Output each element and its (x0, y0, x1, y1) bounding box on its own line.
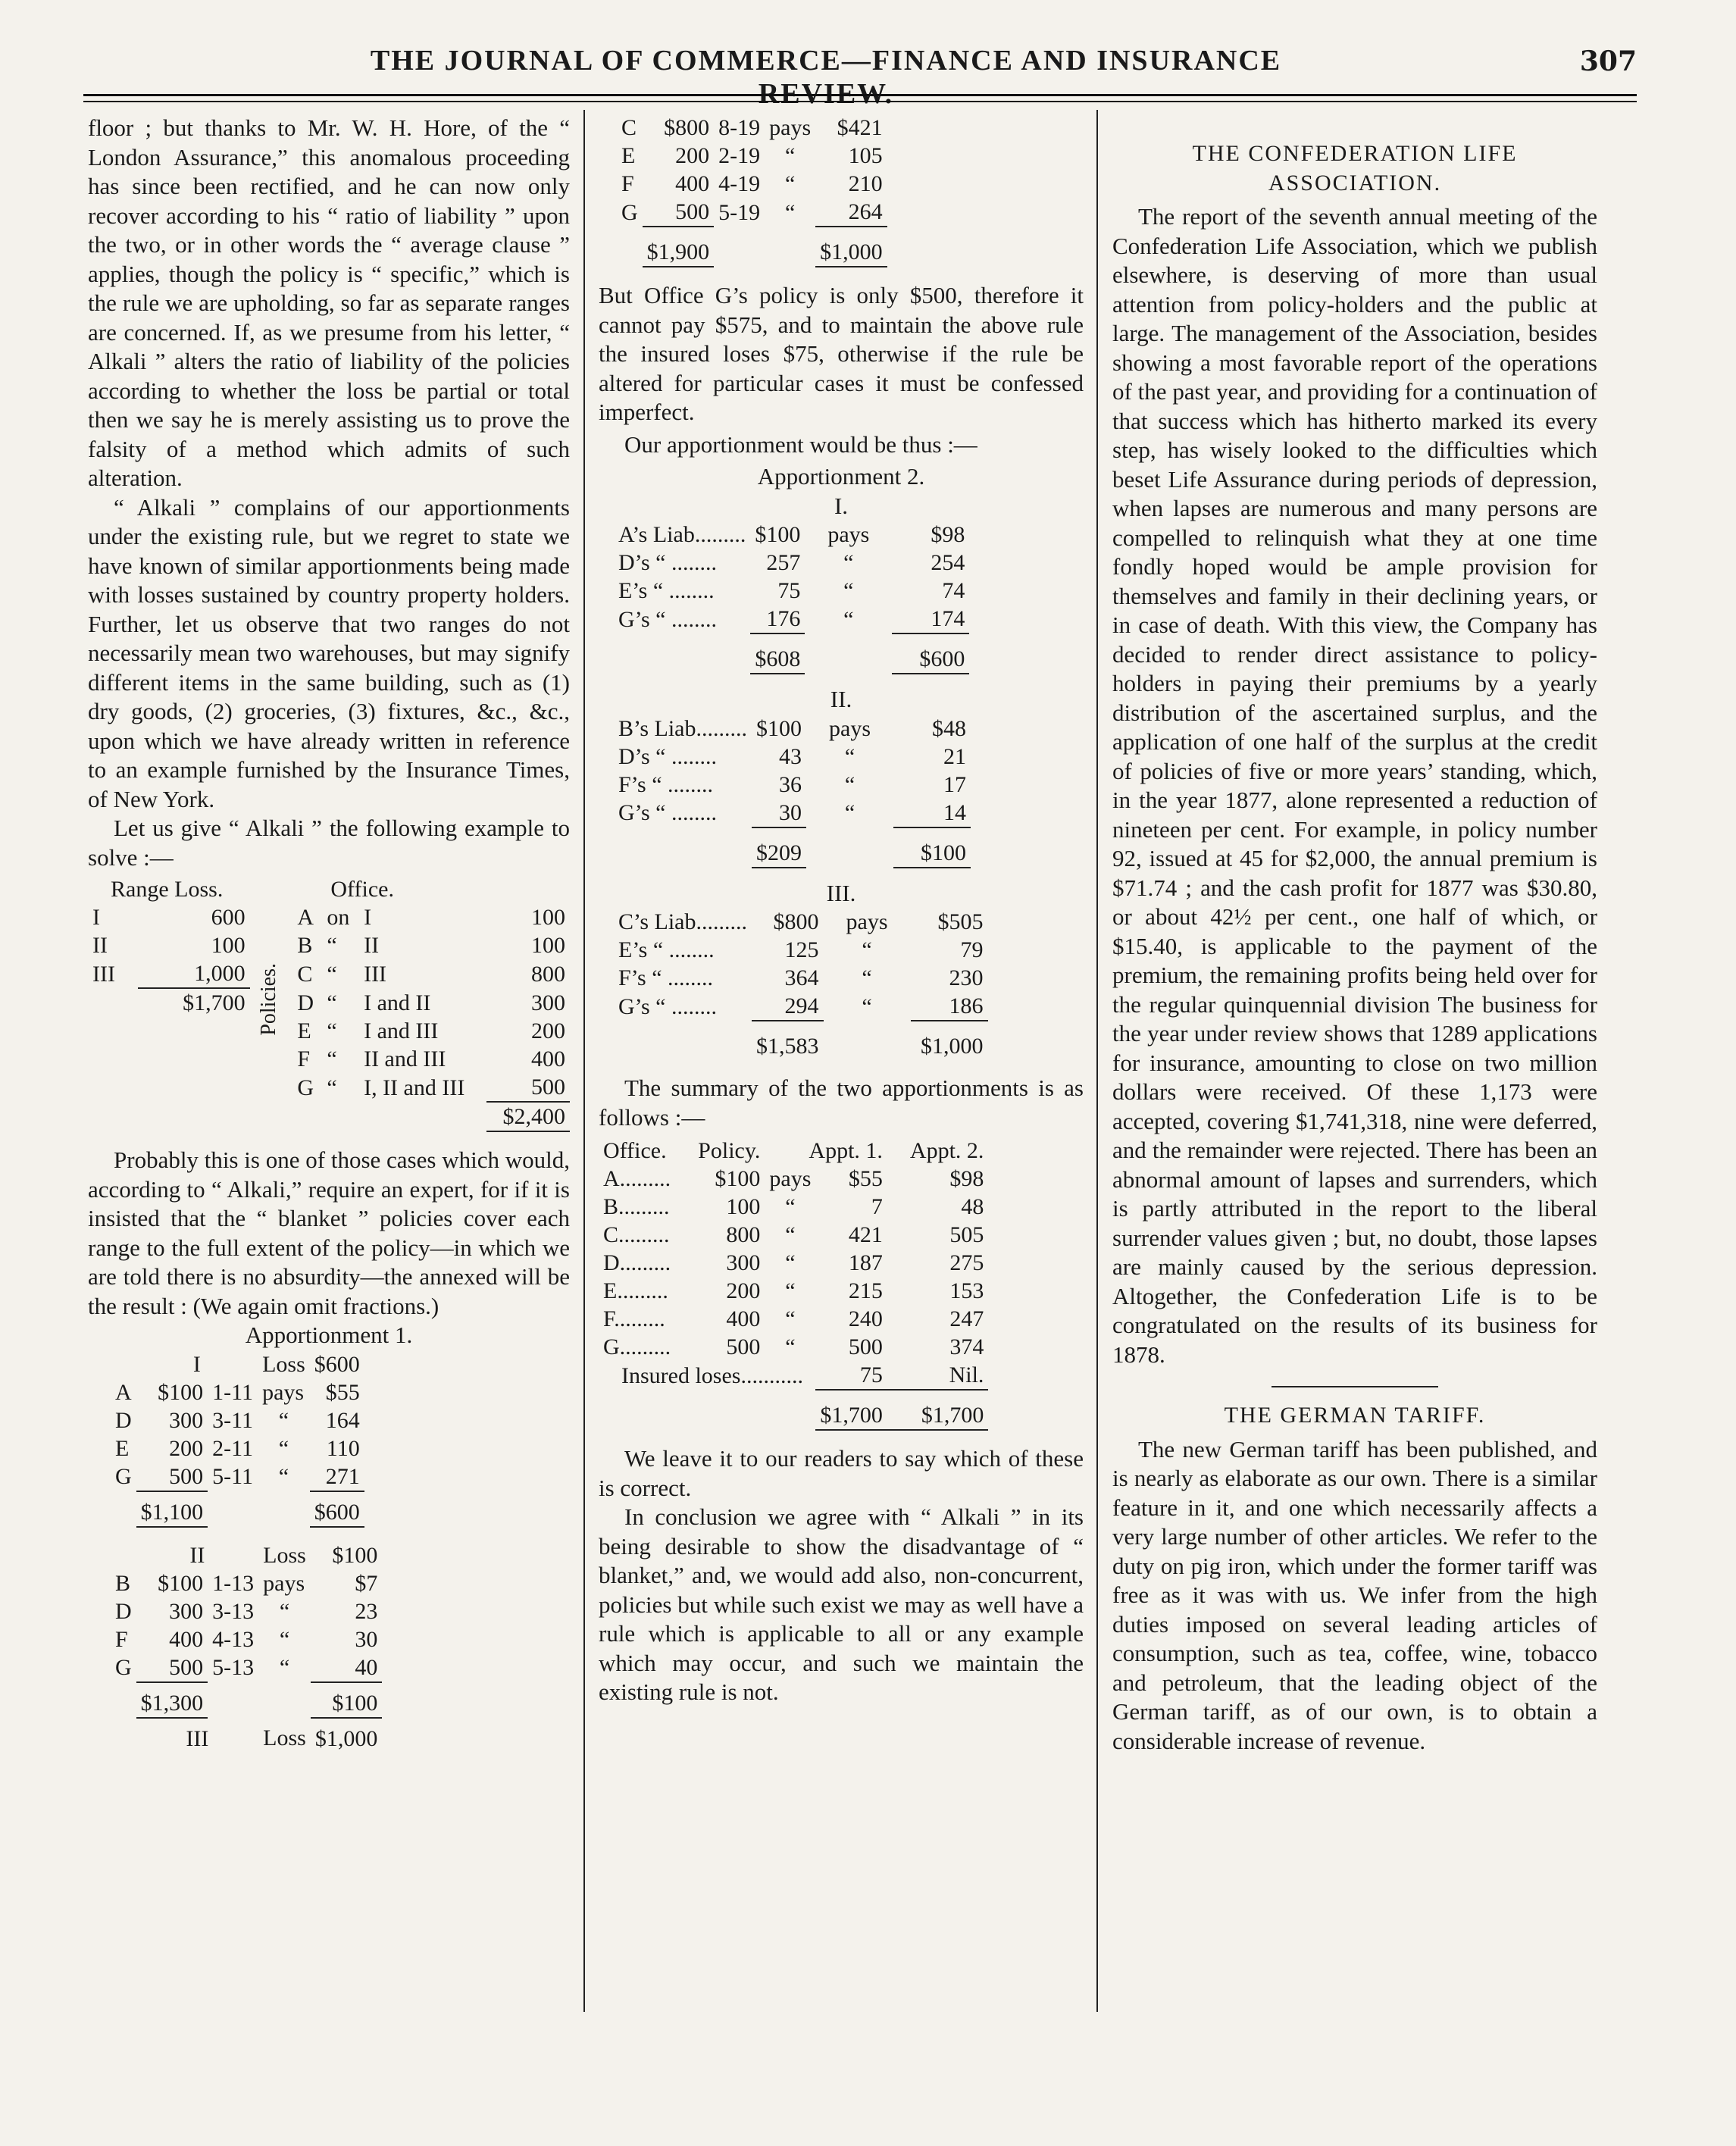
range-number: III. (826, 879, 856, 906)
loss-label: Loss (263, 1542, 306, 1568)
paragraph: Probably this is one of those cases which would, according to “ Alkali,” require an expert, for if it is insisted that the “ blanket ” policies cover each range to the full extent of the policy—in which we are told there is no absurdity—the annexed will be the result : (We again omit fractions.) (88, 1147, 570, 1319)
paid-amount: $48 (932, 715, 966, 741)
office-on: “ (327, 933, 337, 958)
appt1-amount: $55 (848, 1166, 883, 1191)
summary-header: Appt. 1. (809, 1138, 883, 1163)
office-liability: G’s “ ........ (618, 606, 717, 632)
paid-total: $600 (310, 1491, 364, 1527)
policy-amount: 500 (136, 1653, 208, 1682)
page-header (83, 44, 1637, 110)
office-name: E......... (603, 1278, 668, 1303)
range-value: 1,000 (138, 959, 250, 988)
office-name: G......... (603, 1334, 671, 1359)
paid-amount: 174 (892, 605, 969, 633)
office-value: 100 (531, 905, 565, 930)
appt2-amount: 374 (949, 1334, 984, 1359)
pays-word: pays (846, 909, 888, 934)
apportionment-2-range-II (614, 715, 971, 868)
policy-amount: 500 (643, 198, 715, 227)
policy-amount: 294 (752, 992, 824, 1021)
column-3 (1112, 114, 1597, 1756)
policy-amount: 200 (675, 143, 710, 168)
pays-word: pays (769, 1166, 812, 1191)
office-liability: C’s Liab......... (618, 909, 747, 934)
paid-amount: $98 (931, 522, 965, 547)
pays-word: “ (785, 1222, 796, 1247)
paid-amount: 40 (311, 1653, 383, 1682)
pays-word: “ (278, 1435, 289, 1461)
ratio: 3-11 (212, 1407, 254, 1433)
office-range: III (364, 961, 387, 987)
office-letter: G (115, 1655, 132, 1680)
office-name: C......... (603, 1222, 670, 1247)
ratio: 4-13 (212, 1626, 255, 1652)
office-letter: A (297, 905, 314, 930)
office-letter: G (621, 199, 638, 225)
policy-amount: 500 (136, 1462, 208, 1491)
summary-header: Policy. (698, 1138, 761, 1163)
paid-amount: 210 (848, 171, 883, 196)
summary-table (599, 1137, 988, 1431)
policy-amount: 400 (726, 1306, 761, 1331)
paid-total: $1,000 (921, 1034, 984, 1059)
pays-word: “ (278, 1464, 289, 1489)
paragraph: We leave it to our readers to say which of these is correct. (599, 1445, 1084, 1501)
office-liability: F’s “ ........ (618, 771, 714, 797)
article-heading: THE CONFEDERATION LIFE ASSOCIATION. (1192, 141, 1518, 196)
appt1-amount: 500 (848, 1334, 883, 1359)
pays-word: “ (844, 771, 855, 797)
office-letter: G (115, 1464, 132, 1489)
example-table (88, 875, 570, 1132)
pays-word: “ (785, 1334, 796, 1359)
paragraph: “ Alkali ” complains of our apportionments under the existing rule, but we regret to state we have known of similar apportionments being made with losses sustained by country property holders. Further, let us observe that two ranges do not necessarily mean two warehouses, but may signify different items in the same building, such as (1) dry goods, (2) groceries, (3) fixtures, &c., &c., upon which we have already written in reference to an example furnished by the Insurance Times, of New York. (88, 493, 570, 812)
pays-word: “ (279, 1626, 290, 1652)
pays-word: “ (785, 199, 796, 225)
policy-amount: $100 (756, 715, 802, 741)
column-2 (599, 114, 1084, 1707)
appt1-amount: 421 (848, 1222, 883, 1247)
paid-total: $100 (893, 827, 971, 868)
office-range: I and II (364, 990, 431, 1015)
ratio: 2-19 (718, 143, 761, 168)
paid-amount: 164 (325, 1407, 360, 1433)
appt1-total: $1,700 (815, 1390, 887, 1430)
summary-header: Appt. 2. (909, 1138, 984, 1163)
apportionment-2-range-I (614, 521, 969, 674)
appt1-amount: 7 (871, 1194, 883, 1219)
office-on: on (327, 905, 350, 930)
range-value: 100 (211, 933, 246, 958)
ratio: 5-13 (212, 1655, 255, 1680)
policies-label: Policies. (256, 962, 280, 1036)
paragraph: Let us give “ Alkali ” the following example to solve :— (88, 815, 570, 871)
loss-label: Loss (263, 1725, 306, 1750)
office-letter: F (297, 1046, 311, 1071)
paragraph: floor ; but thanks to Mr. W. H. Hore, of the “ London Assurance,” this anomalous proceeding has since been rectified, and he can now only recover according to his “ ratio of liability ” upon the two, or in other words the “ average clause ” applies, though the policy is “ specific,” which is the rule we are upholding, so far as separate ranges are concerned. If, as we presume from his letter, “ Alkali ” alters the ratio of liability of the policies according to whether the loss be partial or total then we say he is merely assisting us to prove the falsity of a method which admits of such alteration. (88, 114, 570, 491)
appt2-amount: 153 (949, 1278, 984, 1303)
paid-amount: 14 (893, 799, 971, 827)
office-range: II (364, 933, 380, 958)
ratio: 1-13 (212, 1570, 255, 1596)
office-liability: B’s Liab......... (618, 715, 747, 741)
paragraph: In conclusion we agree with “ Alkali ” in its being desirable to show the disadvantage of “ blanket,” and, we would add also, non-concurrent, policies but while such exist we may as well have a rule which is applicable to all or any example which may occur, and such we maintain the existing rule is not. (599, 1503, 1084, 1705)
paragraph: The report of the seventh annual meeting of the Confederation Life Association, which we publish elsewhere, is deserving of more than usual attention from policy-holders and the public at large. The management of the Association, besides showing a most favorable report of the operations of the past year, and providing for a continuation of that success which has hitherto marked its every step, has wisely looked to the difficulties which beset Life Assurance during periods of depression, when lapses are numerous and many persons are compelled to relinquish what they at one time fondly hoped would be ample provision for themselves and family in their declining years, or in case of death. With this view, the Company has decided to render direct assistance to policy-holders in paying their premiums by a yearly distribution of the ascertained surplus, and the application of one half of the surplus at the credit of policies of five or more years’ standing, which, in the year 1877, alone represented a reduction of nineteen per cent. For example, in policy number 92, issued at 45 for $2,000, the annual premium is $71.74 ; and the cash profit for 1877 was $30.80, or about 42½ per cent., one half of which, or $15.40, is applicable to the payment of the premium, the remaining profits being held over for the regular quinquennial division The business for the year under review shows that 1289 applications for insurance, amounting to close on two million dollars were received. Of these 1,173 were accepted, covering $1,741,318, nine were deferred, and the remainder were rejected. There has been an abnormal amount of lapses and surrenders, which is partly attributed in the report to the liberal surrender values given ; but, no doubt, those lapses are mainly caused by the serious depression. Altogether, the Confederation Life is to be congratulated on the results of its business for 1878. (1112, 203, 1597, 1368)
ratio: 3-13 (212, 1598, 255, 1624)
pays-word: pays (829, 715, 871, 741)
pays-word: “ (785, 1194, 796, 1219)
pays-word: “ (279, 1655, 290, 1680)
range-number: III (186, 1725, 209, 1751)
insured-loses-appt2: Nil. (887, 1361, 989, 1390)
policy-amount: $800 (664, 115, 710, 140)
office-name: B......... (603, 1194, 670, 1219)
apportionment-1-range-III (617, 114, 887, 267)
range-value: 600 (211, 905, 246, 930)
paid-amount: 17 (943, 771, 966, 797)
column-divider (583, 110, 585, 2012)
office-header: Office. (330, 877, 394, 902)
ratio: 1-11 (212, 1379, 254, 1405)
office-letter: F (621, 171, 634, 196)
pays-word: “ (279, 1598, 290, 1624)
policy-amount: $100 (158, 1570, 204, 1596)
office-on: “ (327, 990, 337, 1015)
policy-amount: 200 (169, 1435, 204, 1461)
pays-word: “ (862, 937, 872, 962)
loss-label: Loss (262, 1351, 305, 1377)
office-liability: D’s “ ........ (618, 550, 717, 575)
paid-total: $600 (892, 633, 969, 674)
office-letter: D (115, 1407, 132, 1433)
office-name: A......... (603, 1166, 671, 1191)
pays-word: pays (827, 522, 870, 547)
pays-word: “ (278, 1407, 289, 1433)
paid-total: $1,000 (815, 227, 887, 267)
policy-amount: $100 (755, 522, 801, 547)
pays-word: “ (785, 1250, 796, 1275)
office-liability: E’s “ ........ (618, 937, 715, 962)
apportionment-2-range-III (614, 908, 988, 1060)
office-liability: G’s “ ........ (618, 800, 717, 825)
paid-amount: $505 (937, 909, 984, 934)
ratio: 8-19 (718, 115, 761, 140)
office-letter: C (297, 961, 313, 987)
policy-total: $1,900 (643, 227, 715, 267)
paid-total: $100 (311, 1682, 383, 1718)
paid-amount: 21 (943, 743, 966, 769)
office-letter: C (621, 115, 637, 140)
range-number: I (192, 1351, 201, 1377)
policy-amount: 30 (752, 799, 806, 827)
office-on: “ (327, 1075, 337, 1100)
pays-word: “ (862, 965, 872, 990)
paid-amount: $7 (355, 1570, 378, 1596)
policy-amount: 176 (750, 605, 805, 633)
office-on: “ (327, 1046, 337, 1071)
pays-word: “ (843, 550, 854, 575)
office-range: I, II and III (364, 1075, 465, 1100)
office-value: 400 (531, 1046, 565, 1071)
office-liability: G’s “ ........ (618, 993, 717, 1019)
section-rule (1272, 1386, 1438, 1387)
policy-amount: 400 (169, 1626, 204, 1652)
policy-amount: 300 (726, 1250, 761, 1275)
paragraph: The summary of the two apportionments is as follows :— (599, 1075, 1084, 1131)
apportionment-1-title: Apportionment 1. (245, 1322, 413, 1348)
policy-amount: 800 (726, 1222, 761, 1247)
range-number: I (92, 905, 100, 930)
article-heading: THE GERMAN TARIFF. (1224, 1403, 1486, 1428)
paid-amount: 186 (911, 992, 988, 1021)
pays-word: pays (262, 1379, 305, 1405)
insured-loses-appt1: 75 (815, 1361, 887, 1390)
policy-total: $209 (752, 827, 806, 868)
paid-amount: $421 (837, 115, 883, 140)
paid-amount: 79 (960, 937, 984, 962)
appt2-amount: 505 (949, 1222, 984, 1247)
office-range: I and III (364, 1018, 439, 1043)
range-total: $1,700 (183, 990, 246, 1015)
journal-title: THE JOURNAL OF COMMERCE—FINANCE AND INSURANCE REVIEW. (370, 45, 1282, 110)
pays-word: “ (785, 1306, 796, 1331)
paid-amount: 254 (931, 550, 965, 575)
paid-amount: 230 (949, 965, 984, 990)
policy-amount: 364 (784, 965, 819, 990)
pays-word: “ (785, 171, 796, 196)
policy-amount: 300 (169, 1598, 204, 1624)
office-letter: D (297, 990, 314, 1015)
policy-total: $1,300 (136, 1682, 208, 1718)
office-letter: D (115, 1598, 132, 1624)
ratio: 5-19 (718, 199, 761, 225)
apportionment-1-range-I (111, 1350, 364, 1528)
loss-amount: $600 (314, 1351, 360, 1377)
office-value: 800 (531, 961, 565, 987)
pays-word: “ (785, 1278, 796, 1303)
policy-total: $608 (750, 633, 805, 674)
office-letter: E (297, 1018, 311, 1043)
policy-total: $1,583 (756, 1034, 819, 1059)
policy-amount: 43 (779, 743, 802, 769)
office-letter: B (297, 933, 313, 958)
policy-amount: $100 (715, 1166, 761, 1191)
page-number: 307 (1579, 45, 1637, 77)
paragraph: The new German tariff has been published, and is nearly as elaborate as our own. There is a similar feature in it, and one which necessarily affects a very large number of other articles. We refer to the duty on pig iron, which under the former tariff was free as it was with us. We infer from the high duties imposed on several leading articles of consumption, such as tea, coffee, wine, tobacco and petroleum, that the leading object of the German tariff, as of our own, is to obtain a considerable increase of revenue. (1112, 1435, 1597, 1754)
policy-amount: 257 (766, 550, 801, 575)
pays-word: pays (263, 1570, 305, 1596)
range-number: II. (830, 686, 852, 712)
pays-word: “ (843, 606, 854, 632)
policy-amount: 75 (777, 578, 801, 603)
range-number: II (92, 933, 108, 958)
loss-amount: $1,000 (314, 1725, 378, 1751)
policy-amount: 125 (784, 937, 819, 962)
office-letter: G (297, 1075, 314, 1100)
range-number: I. (834, 492, 849, 519)
office-liability: E’s “ ........ (618, 578, 715, 603)
office-value: 300 (531, 990, 565, 1015)
range-number: III (92, 961, 115, 987)
column-divider (1096, 110, 1098, 2012)
appt2-amount: 275 (949, 1250, 984, 1275)
paid-amount: 74 (942, 578, 965, 603)
policy-total: $1,100 (136, 1491, 208, 1527)
office-letter: E (621, 143, 636, 168)
pays-word: “ (862, 993, 872, 1019)
policy-amount: $800 (773, 909, 819, 934)
pays-word: “ (785, 143, 796, 168)
range-loss-header: Range Loss. (111, 877, 224, 902)
appt1-amount: 215 (848, 1278, 883, 1303)
summary-header: Office. (603, 1138, 667, 1163)
policy-amount: 500 (726, 1334, 761, 1359)
office-letter: F (115, 1626, 128, 1652)
office-name: D......... (603, 1250, 671, 1275)
paid-amount: $55 (325, 1379, 360, 1405)
policy-amount: 400 (675, 171, 710, 196)
paragraph: Our apportionment would be thus :— (624, 430, 977, 458)
column-1 (88, 114, 570, 1753)
office-range: II and III (364, 1046, 446, 1071)
policy-amount: 36 (779, 771, 802, 797)
office-name: F......... (603, 1306, 665, 1331)
office-letter: A (115, 1379, 132, 1405)
pays-word: pays (769, 115, 812, 140)
ratio: 5-11 (212, 1464, 254, 1489)
appt2-amount: $98 (949, 1166, 984, 1191)
office-on: “ (327, 1018, 337, 1043)
header-rule (83, 94, 1637, 102)
insured-loses-label: Insured loses........... (621, 1362, 803, 1388)
policy-amount: 200 (726, 1278, 761, 1303)
appt2-total: $1,700 (887, 1390, 989, 1430)
paragraph: But Office G’s policy is only $500, therefore it cannot pay $575, and to maintain the above rule the insured loses $75, otherwise if the rule be altered for particular cases it must be confessed imperfect. (599, 282, 1084, 425)
office-value: 500 (486, 1073, 570, 1102)
office-total: $2,400 (486, 1102, 570, 1131)
pays-word: “ (844, 743, 855, 769)
paid-amount: 105 (848, 143, 883, 168)
office-liability: F’s “ ........ (618, 965, 714, 990)
appt1-amount: 187 (848, 1250, 883, 1275)
appt2-amount: 48 (961, 1194, 984, 1219)
policy-amount: 100 (726, 1194, 761, 1219)
paid-amount: 264 (815, 198, 887, 227)
office-range: I (364, 905, 372, 930)
ratio: 2-11 (212, 1435, 254, 1461)
apportionment-1-range-II (111, 1541, 382, 1753)
office-on: “ (327, 961, 337, 987)
paid-amount: 271 (310, 1462, 364, 1491)
policy-amount: 300 (169, 1407, 204, 1433)
pays-word: “ (844, 800, 855, 825)
paid-amount: 30 (355, 1626, 378, 1652)
loss-amount: $100 (332, 1542, 378, 1568)
ratio: 4-19 (718, 171, 761, 196)
range-number: II (189, 1542, 205, 1568)
office-liability: D’s “ ........ (618, 743, 717, 769)
office-letter: E (115, 1435, 130, 1461)
appt2-amount: 247 (949, 1306, 984, 1331)
policy-amount: $100 (158, 1379, 204, 1405)
office-value: 100 (531, 933, 565, 958)
office-liability: A’s Liab......... (618, 522, 746, 547)
office-letter: B (115, 1570, 131, 1596)
paid-amount: 23 (355, 1598, 378, 1624)
pays-word: “ (843, 578, 854, 603)
apportionment-2-title: Apportionment 2. (757, 463, 925, 490)
paid-amount: 110 (326, 1435, 360, 1461)
office-value: 200 (531, 1018, 565, 1043)
appt1-amount: 240 (848, 1306, 883, 1331)
